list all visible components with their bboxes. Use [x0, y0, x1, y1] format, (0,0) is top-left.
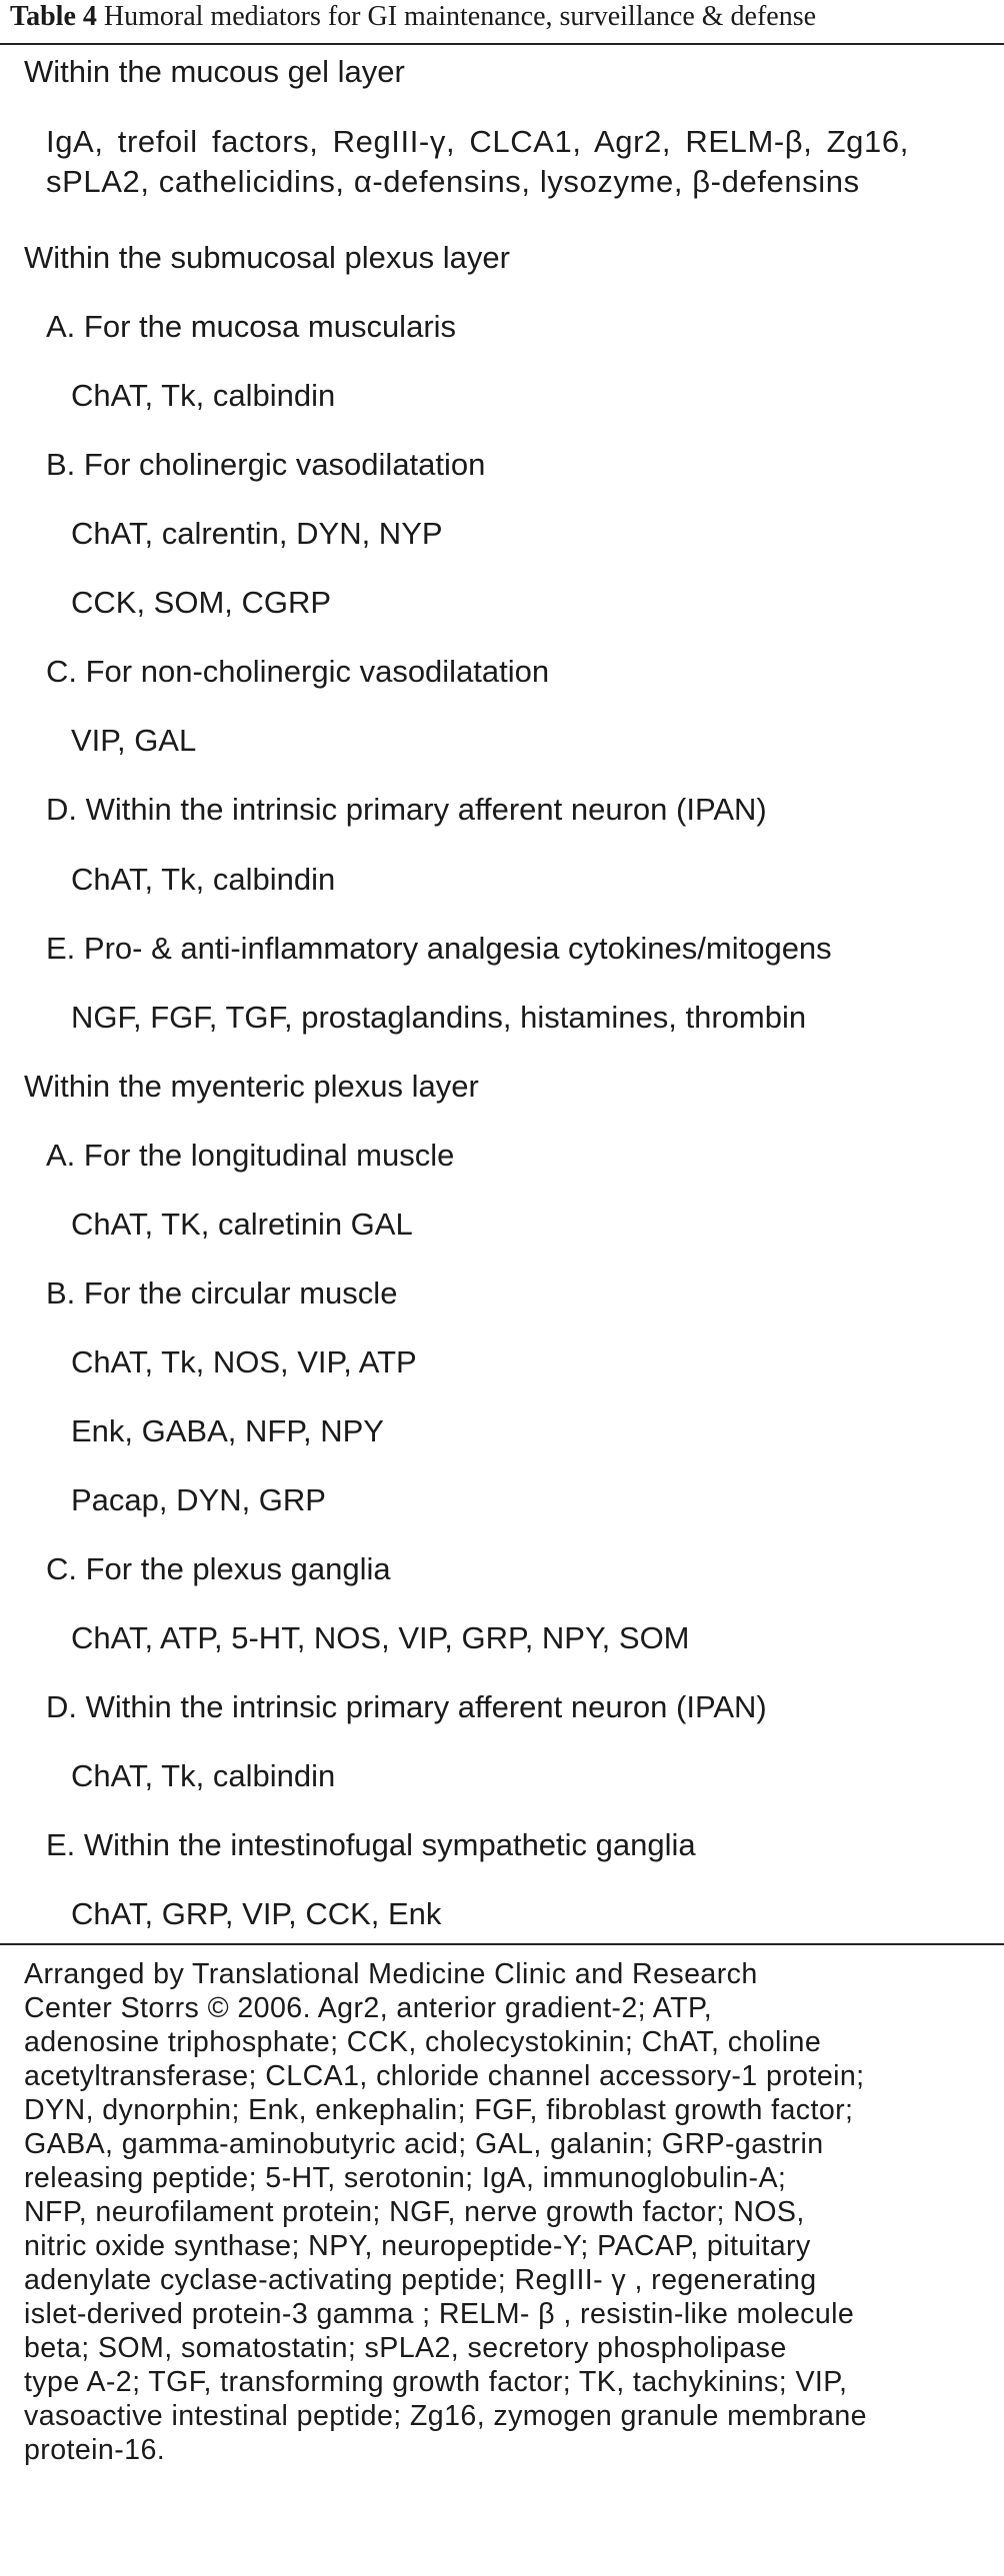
footnote-line-7: NFP, neurofilament protein; NGF, nerve growth factor; NOS, — [24, 2196, 805, 2228]
table-label: Table 4 — [10, 1, 97, 32]
footnote-line-10: islet-derived protein-3 gamma ; RELM- β , resistin-like molecule — [24, 2298, 855, 2330]
table-row-15: A. For the longitudinal muscle — [46, 1138, 455, 1173]
table-row-23: D. Within the intrinsic primary afferent neuron (IPAN) — [46, 1689, 767, 1724]
table-row-25: E. Within the intestinofugal sympathetic ganglia — [46, 1827, 696, 1862]
table-row-14: Within the myenteric plexus layer — [24, 1069, 479, 1104]
footnote-line-1: Center Storrs © 2006. Agr2, anterior gradient-2; ATP, — [24, 1992, 713, 2024]
table-row-9: VIP, GAL — [71, 723, 197, 758]
table-row-20: Pacap, DYN, GRP — [71, 1482, 326, 1517]
bottom-rule — [0, 1943, 1004, 1945]
table-row-24: ChAT, Tk, calbindin — [71, 1758, 336, 1793]
table-row-26: ChAT, GRP, VIP, CCK, Enk — [71, 1896, 442, 1931]
table-row-16: ChAT, TK, calretinin GAL — [71, 1207, 413, 1242]
table-row-4: ChAT, Tk, calbindin — [71, 378, 336, 413]
table-row-0: Within the mucous gel layer — [24, 54, 405, 89]
footnote-line-11: beta; SOM, somatostatin; sPLA2, secretory phospholipase — [24, 2332, 787, 2364]
table-row-19: Enk, GABA, NFP, NPY — [71, 1413, 384, 1448]
footnote-line-13: vasoactive intestinal peptide; Zg16, zymogen granule membrane — [24, 2400, 867, 2432]
table-row-18: ChAT, Tk, NOS, VIP, ATP — [71, 1344, 417, 1379]
table-row-8: C. For non-cholinergic vasodilatation — [46, 654, 550, 689]
table-row-7: CCK, SOM, CGRP — [71, 585, 332, 620]
footnote-line-3: acetyltransferase; CLCA1, chloride channel accessory-1 protein; — [24, 2060, 865, 2092]
footnote-line-5: GABA, gamma-aminobutyric acid; GAL, galanin; GRP-gastrin — [24, 2128, 824, 2160]
table-row-1 — [46, 122, 980, 202]
footnote-line-6: releasing peptide; 5-HT, serotonin; IgA, immunoglobulin-A; — [24, 2162, 787, 2194]
top-rule — [0, 43, 1004, 45]
footnote-line-14: protein-16. — [24, 2434, 166, 2466]
table-row-10: D. Within the intrinsic primary afferent neuron (IPAN) — [46, 792, 767, 827]
table-title: Humoral mediators for GI maintenance, surveillance & defense — [103, 1, 817, 32]
table-row-12: E. Pro- & anti-inflammatory analgesia cytokines/mitogens — [46, 931, 832, 966]
footnote-line-12: type A-2; TGF, transforming growth factor; TK, tachykinins; VIP, — [24, 2366, 848, 2398]
footnote-line-4: DYN, dynorphin; Enk, enkephalin; FGF, fibroblast growth factor; — [24, 2094, 854, 2126]
table-row-1-line-1: sPLA2, cathelicidins, α-defensins, lysozyme, β-defensins — [46, 164, 860, 199]
footnote-line-0: Arranged by Translational Medicine Clinic and Research — [24, 1958, 758, 1990]
footnote-line-9: adenylate cyclase-activating peptide; RegIII- γ , regenerating — [24, 2264, 817, 2296]
table-row-1-line-0: IgA, trefoil factors, RegIII-γ, CLCA1, Agr2, RELM-β, Zg16, — [46, 124, 909, 159]
table-row-3: A. For the mucosa muscularis — [46, 309, 457, 344]
table-row-22: ChAT, ATP, 5-HT, NOS, VIP, GRP, NPY, SOM — [71, 1620, 690, 1655]
table-row-6: ChAT, calrentin, DYN, NYP — [71, 516, 443, 551]
footnote-line-8: nitric oxide synthase; NPY, neuropeptide-Y; PACAP, pituitary — [24, 2230, 811, 2262]
table-row-13: NGF, FGF, TGF, prostaglandins, histamines, thrombin — [71, 1000, 807, 1035]
table-row-5: B. For cholinergic vasodilatation — [46, 447, 486, 482]
table-row-2: Within the submucosal plexus layer — [24, 240, 510, 275]
table-row-11: ChAT, Tk, calbindin — [71, 862, 336, 897]
table-caption — [10, 0, 1000, 34]
table-row-21: C. For the plexus ganglia — [46, 1551, 391, 1586]
table-row-17: B. For the circular muscle — [46, 1276, 398, 1310]
footnote-line-2: adenosine triphosphate; CCK, cholecystokinin; ChAT, choline — [24, 2026, 822, 2058]
table-footnote — [24, 1957, 980, 2467]
